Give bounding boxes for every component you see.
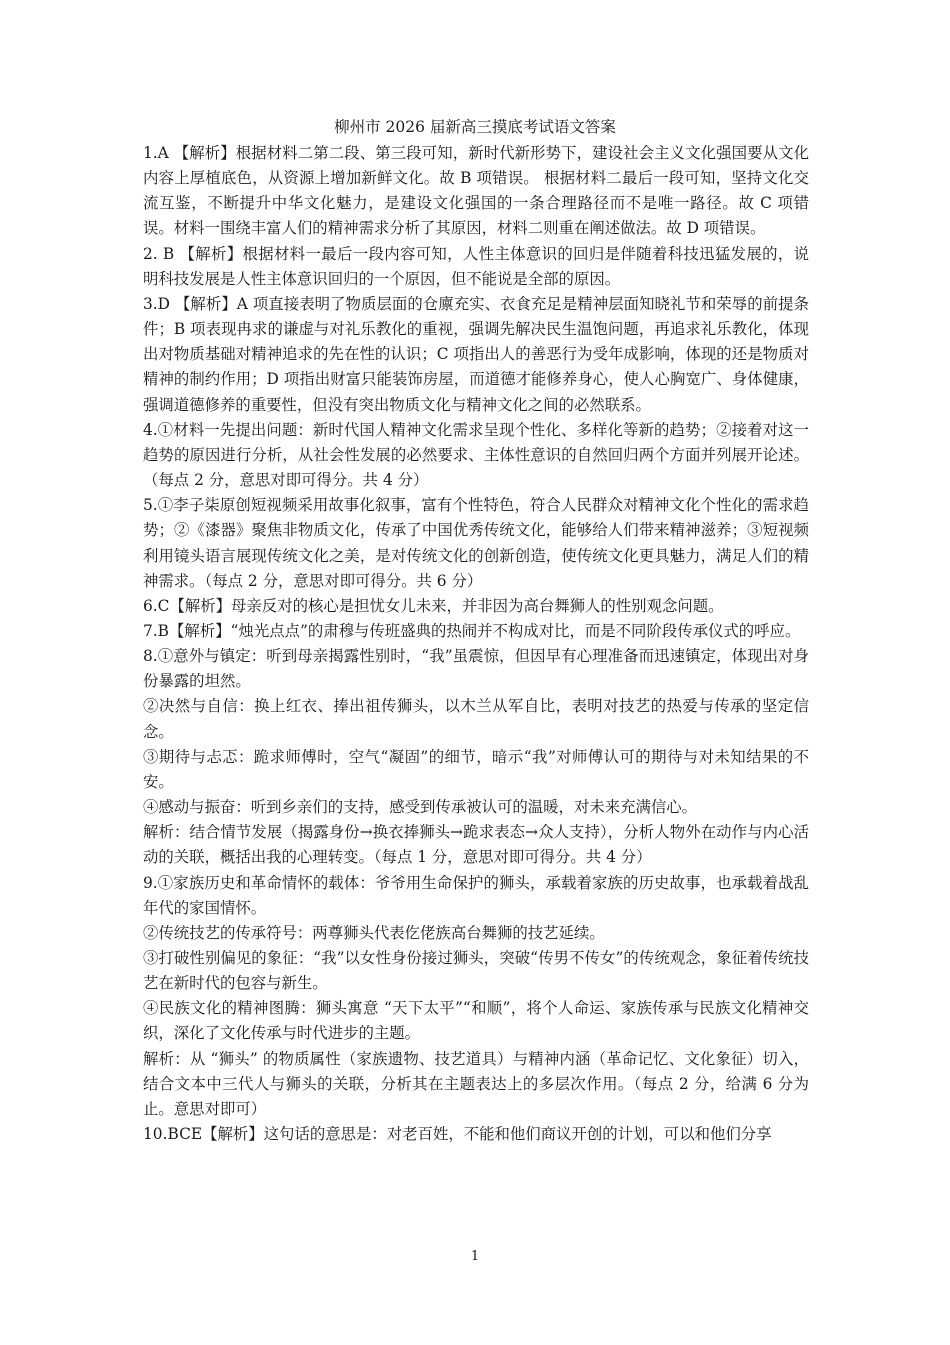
answer-paragraph: ②决然与自信：换上红衣、捧出祖传狮头，以木兰从军自比，表明对技艺的热爱与传承的坚定信念。	[143, 697, 809, 741]
answer-paragraph: 5.①李子柒原创短视频采用故事化叙事，富有个性特色，符合人民群众对精神文化个性化的需求趋势；②《漆器》聚焦非物质文化，传承了中国优秀传统文化，能够给人们带来精神滋养；③短视频利用镜头语言展现传统文化之美，是对传统文化的创新创造，使传统文化更具魅力，满足人们的精神需求。（每点 2 分，意思对即可得分。共 6 分）	[143, 496, 809, 590]
answer-paragraph: ④感动与振奋：听到乡亲们的支持，感受到传承被认可的温暖，对未来充满信心。	[143, 798, 698, 817]
answer-paragraph: 8.①意外与镇定：听到母亲揭露性别时，“我”虽震惊，但因早有心理准备而迅速镇定，体现出对身份暴露的坦然。	[143, 647, 809, 691]
answer-paragraph: 7.B【解析】“烛光点点”的肃穆与传班盛典的热闹并不构成对比，而是不同阶段传承仪式的呼应。	[143, 621, 801, 640]
answer-paragraph: 1.A 【解析】根据材料二第二段、第三段可知，新时代新形势下，建设社会主义文化强国要从文化内容上厚植底色，从资源上增加新鲜文化。故 B 项错误。 根据材料二最后一段可知，坚持文化交流互鉴，不断提升中华文化魅力，是建设文化强国的一条合理路径而不是唯一路径。故 C 项错误。材料一围绕丰富人们的精神需求分析了其原因，材料二则重在阐述做法。故 D 项错误。	[143, 144, 809, 238]
answer-paragraph: 4.①材料一先提出问题：新时代国人精神文化需求呈现个性化、多样化等新的趋势；②接着对这一趋势的原因进行分析，从社会性发展的必然要求、主体性意识的自然回归两个方面并列展开论述。（每点 2 分，意思对即可得分。共 4 分）	[143, 420, 809, 490]
answer-paragraph: ③期待与忐忑：跪求师傅时，空气“凝固”的细节，暗示“我”对师傅认可的期待与对未知结果的不安。	[143, 747, 809, 791]
answer-paragraph: 10.BCE【解析】这句话的意思是：对老百姓，不能和他们商议开创的计划，可以和他们分享	[143, 1125, 772, 1144]
answer-body	[143, 141, 809, 1147]
answer-paragraph: 2. B 【解析】根据材料一最后一段内容可知，人性主体意识的回归是伴随着科技迅猛发展的，说明科技发展是人性主体意识回归的一个原因，但不能说是全部的原因。	[143, 244, 809, 288]
answer-paragraph: ②传统技艺的传承符号：两尊狮头代表仡佬族高台舞狮的技艺延续。	[143, 923, 605, 942]
answer-paragraph: 6.C【解析】母亲反对的核心是担忧女儿未来，并非因为高台舞狮人的性别观念问题。	[143, 596, 724, 615]
answer-paragraph: 9.①家族历史和革命情怀的载体：爷爷用生命保护的狮头，承载着家族的历史故事，也承载着战乱年代的家国情怀。	[143, 873, 809, 917]
page-number: 1	[470, 1249, 480, 1264]
answer-paragraph: ③打破性别偏见的象征：“我”以女性身份接过狮头，突破“传男不传女”的传统观念，象征着传统技艺在新时代的包容与新生。	[143, 949, 809, 993]
answer-paragraph: 3.D 【解析】A 项直接表明了物质层面的仓廪充实、衣食充足是精神层面知晓礼节和荣辱的前提条件；B 项表现冉求的谦虚与对礼乐教化的重视，强调先解决民生温饱问题，再追求礼乐教化，体现出对物质基础对精神追求的先在性的认识；C 项指出人的善恶行为受年成影响，体现的还是物质对精神的制约作用；D 项指出财富只能装饰房屋，而道德才能修养身心，使人心胸宽广、身体健康，强调道德修养的重要性，但没有突出物质文化与精神文化之间的必然联系。	[143, 294, 809, 414]
answer-paragraph: 解析：从 “狮头” 的物质属性（家族遗物、技艺道具）与精神内涵（革命记忆、文化象征）切入，结合文本中三代人与狮头的关联，分析其在主题表达上的多层次作用。（每点 2 分，给满 6 分为止。意思对即可）	[143, 1049, 809, 1118]
answer-paragraph: 解析：结合情节发展（揭露身份→换衣捧狮头→跪求表态→众人支持），分析人物外在动作与内心活动的关联，概括出我的心理转变。（每点 1 分，意思对即可得分。共 4 分）	[143, 823, 809, 867]
document-title: 柳州市 2026 届新高三摸底考试语文答案	[334, 118, 616, 136]
answer-paragraph: ④民族文化的精神图腾：狮头寓意 “天下太平”“和顺”，将个人命运、家族传承与民族文化精神交织，深化了文化传承与时代进步的主题。	[143, 999, 809, 1043]
